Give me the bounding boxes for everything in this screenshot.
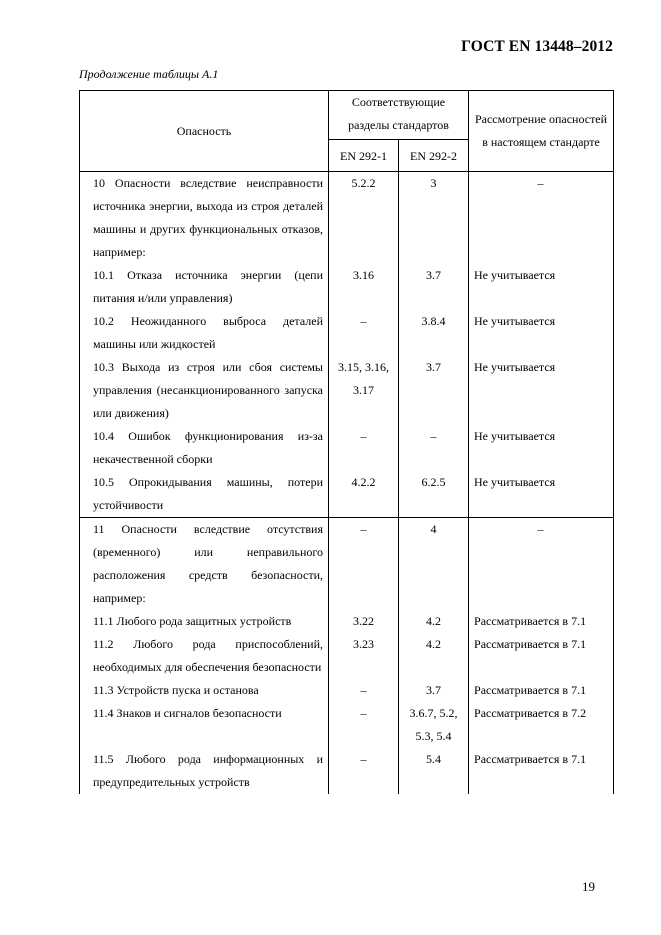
hazard-cell: 11.5 Любого рода информационных и предупредительных устройств xyxy=(80,748,329,794)
table-row xyxy=(80,264,614,310)
hazard-cell: 10.3 Выхода из строя или сбоя системы управления (несанкционированного запуска или движения) xyxy=(80,356,329,425)
table-row xyxy=(80,679,614,702)
note-cell: Рассматривается в 7.2 xyxy=(469,702,614,748)
en2-cell: 3.7 xyxy=(399,679,469,702)
en1-cell: – xyxy=(329,310,399,356)
header-en-292-1: EN 292-1 xyxy=(329,140,399,172)
en1-cell: 3.16 xyxy=(329,264,399,310)
en2-cell: 5.4 xyxy=(399,748,469,794)
en2-cell: 3.7 xyxy=(399,264,469,310)
note-cell: Не учитывается xyxy=(469,356,614,425)
en2-cell: 4.2 xyxy=(399,633,469,679)
en1-cell: 3.23 xyxy=(329,633,399,679)
hazard-cell: 11.1 Любого рода защитных устройств xyxy=(80,610,329,633)
table-row xyxy=(80,310,614,356)
note-cell: Не учитывается xyxy=(469,264,614,310)
note-cell: Не учитывается xyxy=(469,310,614,356)
en2-cell: 4 xyxy=(399,518,469,611)
hazard-cell: 10.5 Опрокидывания машины, потери устойчивости xyxy=(80,471,329,518)
table-row xyxy=(80,748,614,794)
note-cell: Не учитывается xyxy=(469,425,614,471)
table-row xyxy=(80,172,614,265)
en2-cell: 3.6.7, 5.2, 5.3, 5.4 xyxy=(399,702,469,748)
table-row xyxy=(80,518,614,611)
en1-cell: 3.22 xyxy=(329,610,399,633)
table-row xyxy=(80,702,614,748)
table-row xyxy=(80,633,614,679)
note-cell: – xyxy=(469,518,614,611)
hazards-table xyxy=(79,90,614,794)
header-hazard: Опасность xyxy=(80,91,329,172)
table-row xyxy=(80,425,614,471)
en2-cell: – xyxy=(399,425,469,471)
en1-cell: – xyxy=(329,702,399,748)
hazard-cell: 10 Опасности вследствие неисправности источника энергии, выхода из строя деталей машины и других функциональных отказов, например: xyxy=(80,172,329,265)
note-cell: Не учитывается xyxy=(469,471,614,518)
header-consideration: Рассмотрение опасностей в настоящем стандарте xyxy=(469,91,614,172)
en2-cell: 4.2 xyxy=(399,610,469,633)
page-number: 19 xyxy=(582,879,595,894)
table-row xyxy=(80,471,614,518)
hazard-cell: 11 Опасности вследствие отсутствия (временного) или неправильного расположения средств безопасности, например: xyxy=(80,518,329,611)
en1-cell: – xyxy=(329,748,399,794)
table-row xyxy=(80,356,614,425)
hazard-cell: 10.4 Ошибок функционирования из-за некачественной сборки xyxy=(80,425,329,471)
table-caption: Продолжение таблицы А.1 xyxy=(79,67,219,81)
en1-cell: – xyxy=(329,679,399,702)
note-cell: Рассматривается в 7.1 xyxy=(469,610,614,633)
en1-cell: 5.2.2 xyxy=(329,172,399,265)
hazard-cell: 11.4 Знаков и сигналов безопасности xyxy=(80,702,329,748)
note-cell: Рассматривается в 7.1 xyxy=(469,633,614,679)
en2-cell: 3.7 xyxy=(399,356,469,425)
en1-cell: 3.15, 3.16, 3.17 xyxy=(329,356,399,425)
hazard-cell: 11.3 Устройств пуска и останова xyxy=(80,679,329,702)
hazard-cell: 10.2 Неожиданного выброса деталей машины или жидкостей xyxy=(80,310,329,356)
en1-cell: – xyxy=(329,425,399,471)
en1-cell: – xyxy=(329,518,399,611)
hazard-cell: 10.1 Отказа источника энергии (цепи питания и/или управления) xyxy=(80,264,329,310)
en1-cell: 4.2.2 xyxy=(329,471,399,518)
en2-cell: 3 xyxy=(399,172,469,265)
header-en-292-2: EN 292-2 xyxy=(399,140,469,172)
note-cell: Рассматривается в 7.1 xyxy=(469,679,614,702)
table-row xyxy=(80,610,614,633)
note-cell: – xyxy=(469,172,614,265)
hazard-cell: 11.2 Любого рода приспособлений, необходимых для обеспечения безопасности xyxy=(80,633,329,679)
en2-cell: 3.8.4 xyxy=(399,310,469,356)
header-sections: Соответствующие разделы стандартов xyxy=(329,91,469,140)
document-code: ГОСТ EN 13448–2012 xyxy=(461,38,613,55)
note-cell: Рассматривается в 7.1 xyxy=(469,748,614,794)
en2-cell: 6.2.5 xyxy=(399,471,469,518)
